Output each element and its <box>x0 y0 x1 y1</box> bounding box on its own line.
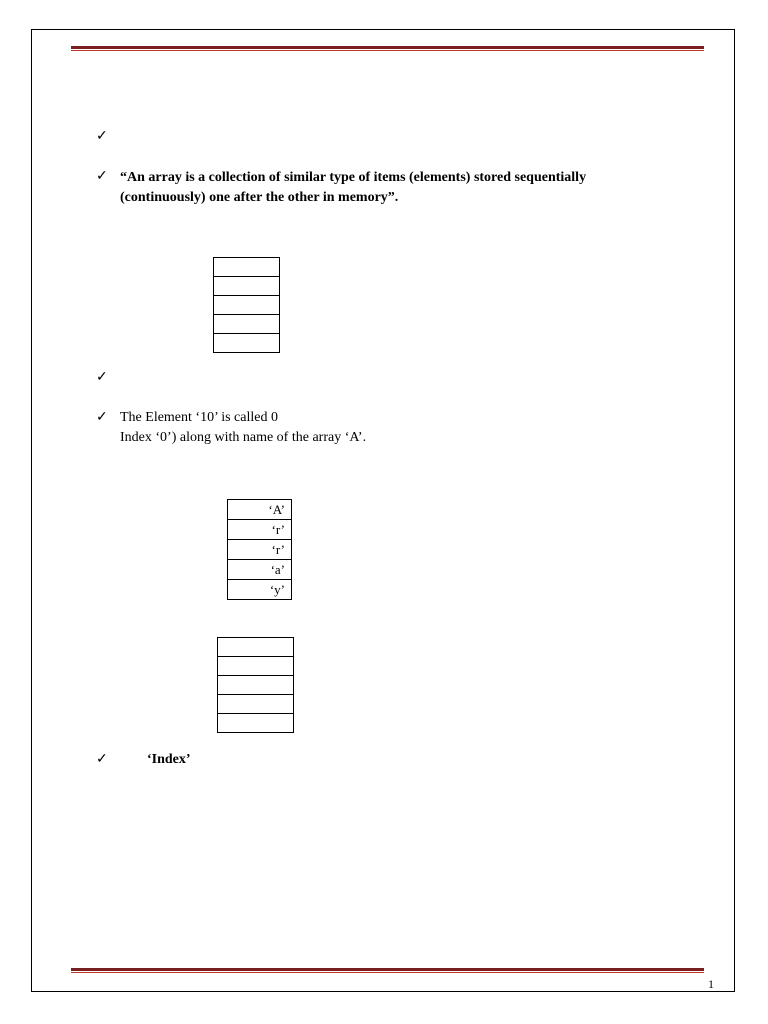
array-cell <box>214 258 280 277</box>
checkmark-icon: ✓ <box>96 169 108 184</box>
element-description-line-1: The Element ‘10’ is called 0 <box>120 410 278 425</box>
array-cell: ‘r’ <box>228 520 292 540</box>
array-definition-line-1: “An array is a collection of similar type of items (elements) stored sequentially <box>120 170 587 185</box>
array-cell <box>218 676 294 695</box>
element-description-line-2: Index ‘0’) along with name of the array ‘A’. <box>120 430 367 445</box>
checkmark-icon: ✓ <box>96 129 108 144</box>
array-cell: ‘a’ <box>228 560 292 580</box>
checkmark-icon: ✓ <box>96 410 108 425</box>
array-cell <box>218 638 294 657</box>
array-cell <box>214 277 280 296</box>
array-cell <box>214 315 280 334</box>
array-cell: ‘r’ <box>228 540 292 560</box>
checkmark-icon: ✓ <box>96 752 108 767</box>
page-number: 1 <box>708 977 714 991</box>
array-cell <box>214 296 280 315</box>
array-diagram-empty-1 <box>213 257 280 353</box>
array-diagram-chars <box>227 499 292 600</box>
array-cell: ‘y’ <box>228 580 292 600</box>
header-rule <box>71 46 704 51</box>
array-cell <box>218 657 294 676</box>
checkmark-icon: ✓ <box>96 370 108 385</box>
array-definition-line-2: (continuously) one after the other in memory”. <box>120 190 399 205</box>
array-cell <box>218 695 294 714</box>
array-cell: ‘A’ <box>228 500 292 520</box>
footer-rule <box>71 968 704 973</box>
array-cell <box>218 714 294 733</box>
index-heading: ‘Index’ <box>147 752 191 767</box>
array-diagram-empty-2 <box>217 637 294 733</box>
array-cell <box>214 334 280 353</box>
